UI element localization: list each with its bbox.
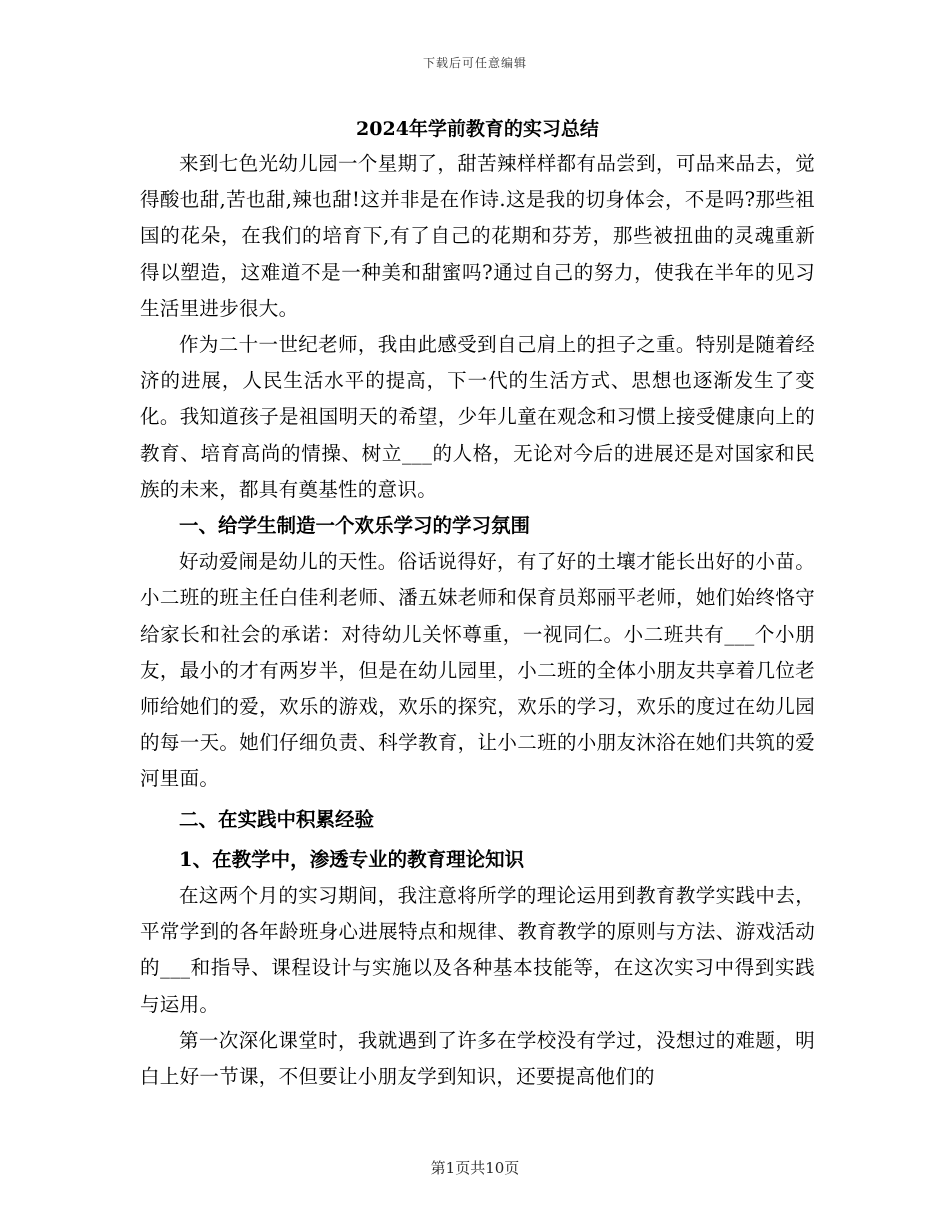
paragraph: 在这两个月的实习期间，我注意将所学的理论运用到教育教学实践中去，平常学到的各年龄班身心进展特点和规律、教育教学的原则与方法、游戏活动的___和指导、课程设计与实施以及各种基本技能等，在这次实习中得到实践与运用。 [140,884,815,1016]
header-note: 下载后可任意编辑 [422,56,527,70]
document-title: 2024年学前教育的实习总结 [356,118,599,140]
page-number-footer: 第1页共10页 [430,1159,520,1177]
section-heading: 一、给学生制造一个欢乐学习的学习氛围 [179,514,531,538]
paragraph: 作为二十一世纪老师，我由此感受到自己肩上的担子之重。特别是随着经济的进展，人民生活水平的提高，下一代的生活方式、思想也逐渐发生了变化。我知道孩子是祖国明天的希望，少年儿童在观念和习惯上接受健康向上的教育、培育高尚的情操、树立___的人格，无论对今后的进展还是对国家和民族的未来，都具有奠基性的意识。 [140,333,815,501]
paragraph: 第一次深化课堂时，我就遇到了许多在学校没有学过，没想过的难题，明白上好一节课，不但要让小朋友学到知识，还要提高他们的 [140,1028,815,1089]
section-heading: 二、在实践中积累经验 [179,807,375,831]
document-body [140,112,815,1095]
subsection-heading: 1、在教学中，渗透专业的教育理论知识 [179,847,525,871]
paragraph: 来到七色光幼儿园一个星期了，甜苦辣样样都有品尝到，可品来品去，觉得酸也甜,苦也甜,辣也甜!这并非是在作诗.这是我的切身体会，不是吗?那些祖国的花朵，在我们的培育下,有了自己的花期和芬芳，那些被扭曲的灵魂重新得以塑造，这难道不是一种美和甜蜜吗?通过自己的努力，使我在半年的见习生活里进步很大。 [140,152,815,320]
paragraph: 好动爱闹是幼儿的天性。俗话说得好，有了好的土壤才能长出好的小苗。小二班的班主任白佳利老师、潘五妹老师和保育员郑丽平老师，她们始终恪守给家长和社会的承诺：对待幼儿关怀尊重，一视同仁。小二班共有___个小朋友，最小的才有两岁半，但是在幼儿园里，小二班的全体小朋友共享着几位老师给她们的爱，欢乐的游戏，欢乐的探究，欢乐的学习，欢乐的度过在幼儿园的每一天。她们仔细负责、科学教育，让小二班的小朋友沐浴在她们共筑的爱河里面。 [140,550,815,791]
